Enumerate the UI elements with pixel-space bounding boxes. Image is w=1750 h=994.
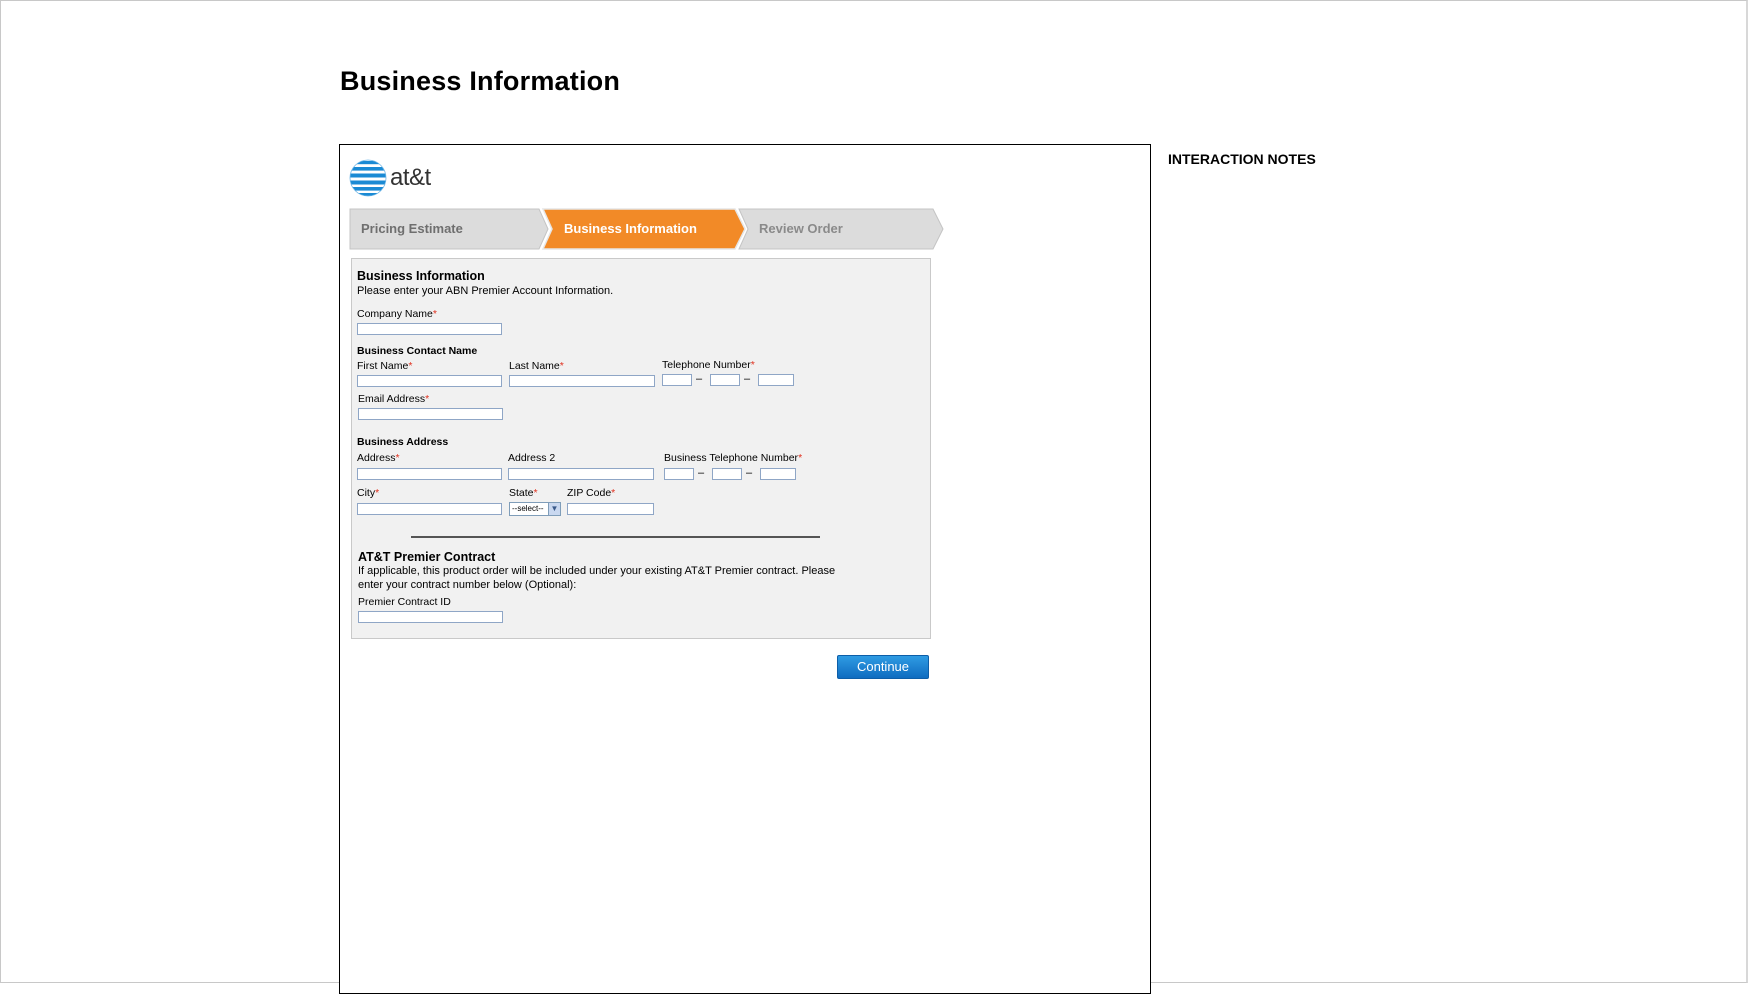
state-select-value: --select-- <box>512 504 544 513</box>
telephone-area-input[interactable] <box>662 374 692 386</box>
city-label: City* <box>357 487 380 499</box>
continue-button[interactable]: Continue <box>837 655 929 679</box>
telephone-dash-1: – <box>696 373 703 385</box>
section-divider <box>411 536 820 538</box>
address-input[interactable] <box>357 468 502 480</box>
form-heading: Business Information <box>357 269 485 283</box>
interaction-notes-title: INTERACTION NOTES <box>1168 151 1316 167</box>
first-name-label: First Name* <box>357 360 413 372</box>
page-title: Business Information <box>340 66 621 96</box>
premier-text-line2: enter your contract number below (Optional): <box>358 579 577 591</box>
address2-label: Address 2 <box>508 452 556 464</box>
progress-steps <box>349 208 945 250</box>
telephone-label: Telephone Number* <box>662 359 755 371</box>
premier-text-line1: If applicable, this product order will be included under your existing AT&T Premier contract. Please <box>358 565 836 577</box>
last-name-input[interactable] <box>509 375 655 387</box>
business-phone-dash-2: – <box>746 467 753 479</box>
step-review-order[interactable]: Review Order <box>759 221 843 236</box>
business-phone-prefix-input[interactable] <box>712 468 742 480</box>
globe-icon <box>349 159 387 197</box>
telephone-prefix-input[interactable] <box>710 374 740 386</box>
business-phone-line-input[interactable] <box>760 468 796 480</box>
business-phone-dash-1: – <box>698 467 705 479</box>
email-label: Email Address* <box>358 393 430 405</box>
business-phone-label: Business Telephone Number* <box>664 452 803 464</box>
step-pricing-estimate[interactable]: Pricing Estimate <box>361 221 463 236</box>
form-intro: Please enter your ABN Premier Account Information. <box>357 285 614 297</box>
att-logo <box>349 159 431 197</box>
premier-id-label: Premier Contract ID <box>358 596 451 608</box>
telephone-dash-2: – <box>744 373 751 385</box>
chevron-down-icon: ▼ <box>548 503 560 515</box>
telephone-line-input[interactable] <box>758 374 794 386</box>
logo-text: at&t <box>390 164 431 191</box>
premier-id-input[interactable] <box>358 611 503 623</box>
zip-input[interactable] <box>567 503 654 515</box>
premier-heading: AT&T Premier Contract <box>358 550 496 564</box>
first-name-input[interactable] <box>357 375 502 387</box>
address2-input[interactable] <box>508 468 654 480</box>
business-phone-area-input[interactable] <box>664 468 694 480</box>
step-business-information[interactable]: Business Information <box>564 221 697 236</box>
address-label: Address* <box>357 452 400 464</box>
address-heading: Business Address <box>357 436 449 448</box>
state-select[interactable] <box>509 502 561 516</box>
email-input[interactable] <box>358 408 503 420</box>
city-input[interactable] <box>357 503 502 515</box>
company-name-input[interactable] <box>357 323 502 335</box>
contact-heading: Business Contact Name <box>357 345 478 357</box>
last-name-label: Last Name* <box>509 360 564 372</box>
company-name-label: Company Name* <box>357 308 437 320</box>
zip-label: ZIP Code* <box>567 487 616 499</box>
state-label: State* <box>509 487 538 499</box>
